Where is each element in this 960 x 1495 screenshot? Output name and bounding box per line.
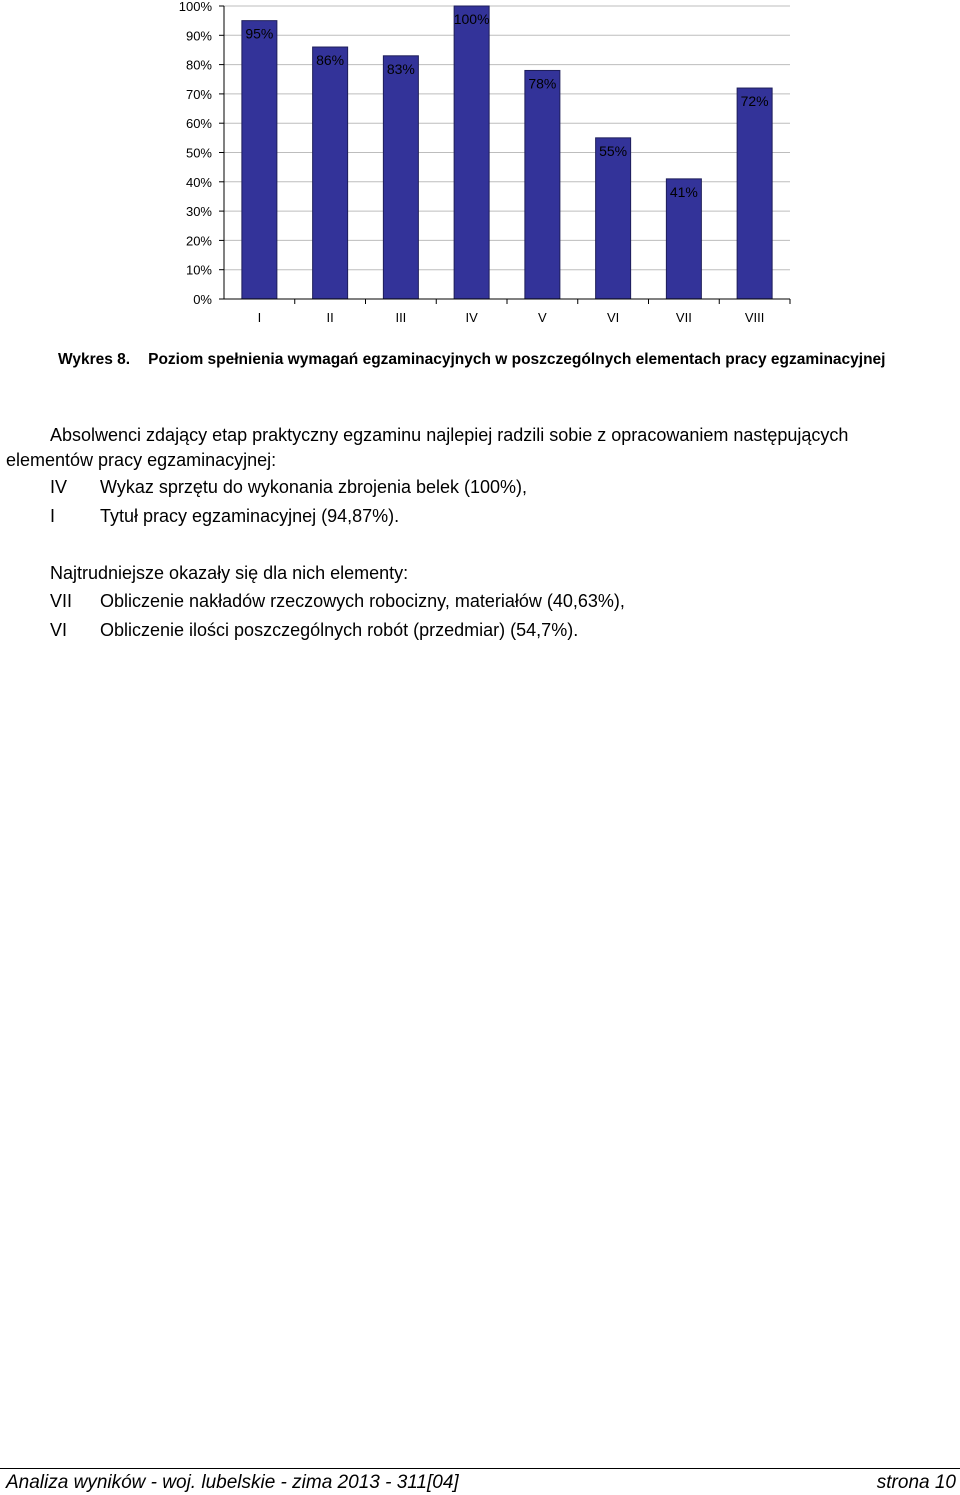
element-text: Obliczenie ilości poszczególnych robót (przedmiar) (54,7%). [100,620,579,640]
element-text: Tytuł pracy egzaminacyjnej (94,87%). [100,506,400,526]
x-tick-label: VIII [744,310,765,325]
y-tick-label: 10% [185,262,212,278]
list-item [50,620,578,641]
element-text: Obliczenie nakładów rzeczowych robocizny, materiałów (40,63%), [100,591,625,611]
list-item [50,591,625,612]
element-code: VII [50,591,73,611]
bar-II [313,47,348,299]
y-tick-label: 90% [185,28,212,44]
footer-left: Analiza wyników - woj. lubelskie - zima 2013 - 311[04] [6,1472,459,1493]
list-item [50,477,527,498]
x-tick-label: IV [465,310,478,325]
y-tick-label: 60% [185,116,212,132]
element-code: IV [50,477,68,497]
y-tick-label: 100% [178,0,212,14]
y-tick-label: 20% [185,233,212,249]
y-tick-label: 50% [185,145,212,161]
bar-IV [454,6,489,299]
bar-value-label: 72% [740,93,769,110]
y-axis-tick-labels [179,0,213,307]
x-tick-label: III [395,310,407,325]
x-tick-label: VII [675,310,692,325]
best-intro-line1: Absolwenci zdający etap praktyczny egzaminu najlepiej radzili sobie z opracowaniem następujących [50,425,849,445]
caption-text: Poziom spełnienia wymagań egzaminacyjnych w poszczególnych elementach pracy egzaminacyjnej [148,351,886,368]
y-tick-label: 40% [185,174,212,190]
bar-value-label: 100% [453,11,490,27]
bar-value-label: 86% [316,52,345,69]
bar-value-label: 41% [669,183,698,200]
bar-III [383,56,418,299]
chart-axes [219,6,790,304]
x-tick-label: V [538,310,547,325]
bar-value-label: 83% [386,60,415,77]
x-tick-label: VI [606,310,620,325]
element-text: Wykaz sprzętu do wykonania zbrojenia belek (100%), [100,477,528,497]
bar-VIII [737,88,772,299]
footer-divider [0,1468,960,1469]
element-code: VI [50,620,68,640]
bar-value-label: 55% [599,142,628,159]
element-code: I [50,506,56,526]
y-tick-label: 70% [185,86,212,102]
bar-value-label: 95% [245,25,274,42]
bar-value-label: 78% [528,75,557,92]
chart-gridlines [224,6,790,270]
y-tick-label: 80% [185,57,212,73]
worst-intro: Najtrudniejsze okazały się dla nich elementy: [50,563,409,583]
bar-chart [0,0,960,335]
bar-V [525,70,560,299]
x-axis-tick-labels [258,310,765,325]
caption-number: Wykres 8. [58,351,131,368]
footer-page-number: strona 10 [876,1472,956,1493]
bar-VI [596,138,631,299]
x-tick-label: II [326,310,334,325]
chart-caption [58,351,885,369]
y-tick-label: 30% [185,204,212,220]
bar-I [242,21,277,299]
best-intro-line2: elementów pracy egzaminacyjnej: [6,450,277,470]
y-tick-label: 0% [193,292,212,307]
x-tick-label: I [257,310,262,325]
list-item [50,506,399,527]
